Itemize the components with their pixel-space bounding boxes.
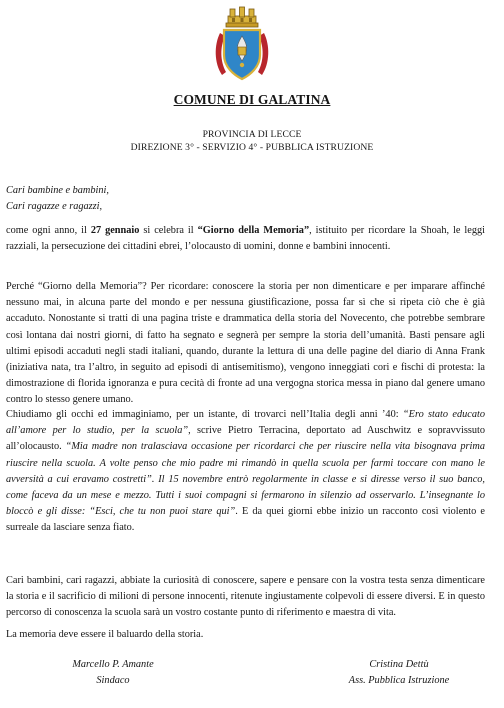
paragraph-1: [6, 223, 485, 255]
p3-text-c: . E da quei giorni ebbe inizio un racconto così violento e surreale da lasciare senza fiato.: [6, 506, 485, 534]
signature-assessor: [318, 657, 480, 688]
p1-text-c: , istituito per ricordare la Shoah, le leggi razziali, la persecuzione dei cittadini ebrei, l’olocausto di uomini, donne e bambini innocenti.: [6, 225, 486, 253]
signature-assessor-role: Ass. Pubblica Istruzione: [348, 674, 450, 686]
greeting: [6, 183, 109, 215]
signature-mayor-name: Marcello P. Amante: [72, 659, 154, 670]
signature-mayor: [48, 657, 178, 688]
greeting-line-1: Cari bambine e bambini,: [6, 185, 109, 196]
quote-2: “Mia madre non tralasciava occasione per ricordarci che per riuscire nella vita bisognava prima riuscire nella scuola. A volte penso che mio padre mi rimandò in quella scuola per farmi toccare con mano le avversità a cui eravamo costretti”. Il 15 novembre entrò regolarmente in classe e si diresse verso il suo banco, come faceva da un mese e mezzo. Tutti i suoi compagni si fermarono in silenzio ad osservarlo. L’insegnante lo bloccò e gli disse: “Esci, che tu non puoi stare qui”: [6, 441, 485, 518]
greeting-line-2: Cari ragazze e ragazzi,: [6, 201, 103, 212]
p3-text-a: Chiudiamo gli occhi ed immaginiamo, per un istante, di trovarci nell’Italia degli anni ’40:: [6, 409, 403, 420]
galatina-coat-of-arms-icon: [210, 3, 274, 83]
department-line: DIREZIONE 3° - SERVIZIO 4° - PUBBLICA ISTRUZIONE: [130, 142, 374, 153]
crown-icon: [226, 7, 258, 27]
paragraph-2: Perché “Giorno della Memoria”? Per ricordare: conoscere la storia per non dimenticare e per imparare affinché nessuno mai, in alcuna parte del mondo e per nessuna giustificazione, possa far sì che si ripeta ciò che è già accaduto. Nonostante si tratti di una pagina triste e drammatica della storia del Novecento, che potrebbe sembrare così lontana dai nostri giorni, di fatto ha segnato e segnerà per sempre la storia dell’umanità. Basti pensare agli ultimi episodi accaduti negli stadi italiani, quando, durante la lettura di una delle pagine del diario di Anna Frank (iniziativa nata, tra l’altro, in seguito ad episodi di antisemitismo), vengono inneggiati cori e fischi di protesta: la dimostrazione di florida ignoranza e pura cecità di fronte ad una vergogna storica messa in piano dal genere umano contro lo stesso genere umano.: [6, 281, 485, 406]
p3-text-b: , scrive Pietro Terracina, deportato ad Auschwitz e sopravvissuto all’olocausto.: [6, 425, 485, 453]
memorial-date: 27 gennaio: [90, 225, 140, 236]
page-title: COMUNE DI GALATINA: [173, 92, 331, 107]
signature-mayor-role: Sindaco: [96, 674, 130, 686]
paragraph-3: [6, 407, 485, 537]
event-name: “Giorno della Memoria”: [197, 225, 310, 236]
quote-1: “Ero stato educato all’amore per lo studio, per la scuola”: [6, 409, 485, 437]
province-line: PROVINCIA DI LECCE: [202, 129, 302, 140]
paragraph-4: Cari bambini, cari ragazzi, abbiate la curiosità di conoscere, sapere e pensare con la vostra testa senza dimenticare la storia e il sacrificio di milioni di persone innocenti, ritenute ingiustamente colpevoli di essere diversi. E in questo percorso di conoscenza la scuola sarà un vostro costante punto di riferimento e maestra di vita.: [6, 575, 485, 619]
signature-assessor-name: Cristina Dettù: [369, 659, 429, 670]
p1-text-a: come ogni anno, il: [6, 225, 91, 236]
p1-text-b: si celebra il: [139, 225, 198, 236]
paragraph-5: La memoria deve essere il baluardo della storia.: [6, 629, 204, 640]
